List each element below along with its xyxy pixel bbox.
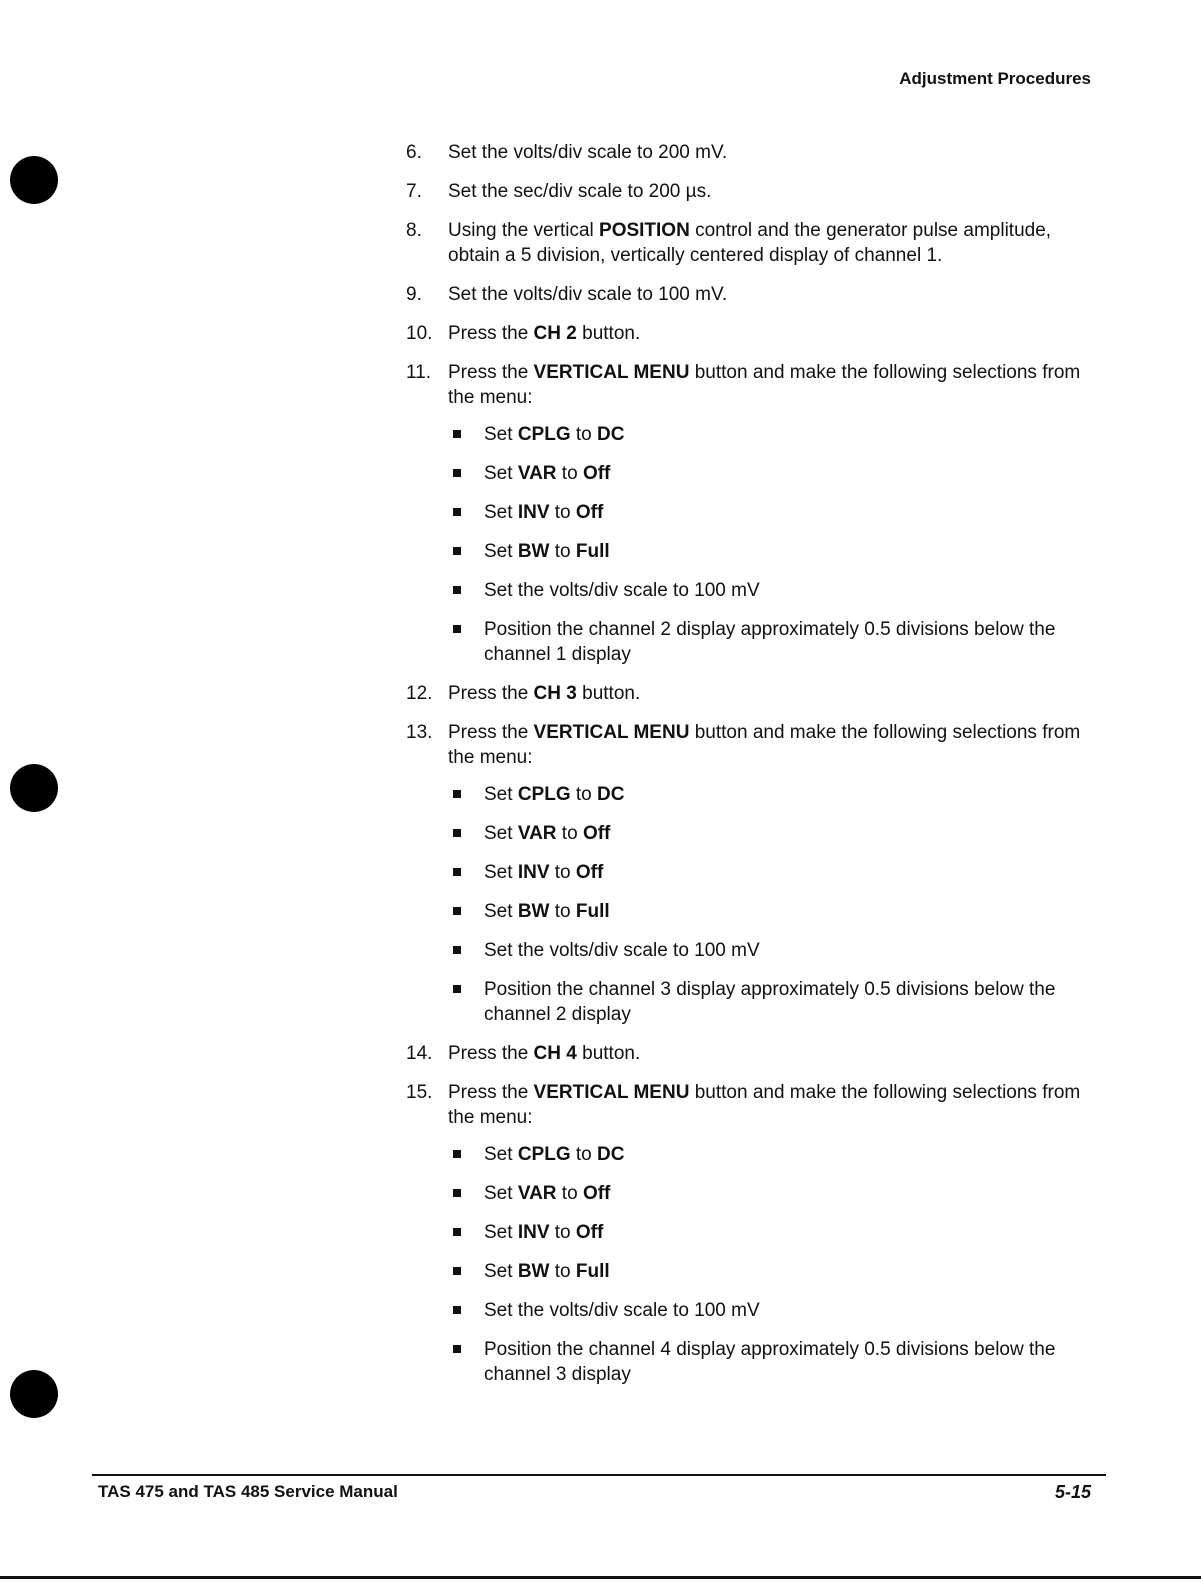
text-run: button and make the following selections from the menu: <box>448 1082 1081 1128</box>
text-run: to <box>570 1144 597 1165</box>
step-item <box>406 321 1096 346</box>
step-item <box>406 1041 1096 1066</box>
text-run: Position the channel 2 display approximately 0.5 divisions below the channel 1 display <box>484 619 1056 665</box>
text-run: Set <box>484 424 518 445</box>
text-run: Press the <box>448 722 534 743</box>
sub-item-text <box>484 578 1096 603</box>
binder-hole-top <box>10 156 58 204</box>
bold-term: INV <box>517 502 550 523</box>
text-run: to <box>570 424 597 445</box>
sub-item-text <box>484 977 1096 1027</box>
text-run: to <box>556 463 583 484</box>
text-run: Press the <box>448 323 534 344</box>
text-run: to <box>549 1222 576 1243</box>
square-bullet-icon <box>448 977 484 1027</box>
square-bullet-icon <box>448 1181 484 1206</box>
sub-item <box>448 899 1096 924</box>
sub-list <box>448 1142 1096 1387</box>
bold-term: VERTICAL MENU <box>533 1082 690 1103</box>
section-header: Adjustment Procedures <box>899 69 1091 88</box>
text-run: Set <box>484 502 518 523</box>
step-item <box>406 218 1096 268</box>
text-run: to <box>549 862 576 883</box>
square-bullet-icon <box>448 938 484 963</box>
sub-item-text <box>484 860 1096 885</box>
text-run: Press the <box>448 1043 534 1064</box>
bold-term: Full <box>575 901 610 922</box>
step-text <box>448 720 1096 770</box>
step-item <box>406 179 1096 204</box>
text-run: Set <box>484 823 518 844</box>
step-number: 11. <box>406 362 432 383</box>
sub-item-text <box>484 1220 1096 1245</box>
sub-item <box>448 422 1096 447</box>
sub-item-text <box>484 461 1096 486</box>
sub-item-text <box>484 899 1096 924</box>
bold-term: INV <box>517 1222 550 1243</box>
square-bullet-icon <box>448 899 484 924</box>
sub-item <box>448 461 1096 486</box>
binder-hole-middle <box>10 764 58 812</box>
bold-term: Off <box>575 502 604 523</box>
text-run: Set the volts/div scale to 100 mV. <box>448 284 728 305</box>
square-bullet-icon <box>448 539 484 564</box>
square-bullet-icon <box>448 782 484 807</box>
bold-term: CPLG <box>517 784 571 805</box>
step-text <box>448 179 1096 204</box>
square-bullet-icon <box>448 821 484 846</box>
text-run: to <box>549 502 576 523</box>
sub-item-text <box>484 1142 1096 1167</box>
step-item <box>406 140 1096 165</box>
step-number: 7. <box>406 181 422 202</box>
text-run: Using the vertical <box>448 220 600 241</box>
square-bullet-icon <box>448 1142 484 1167</box>
square-bullet-icon <box>448 1220 484 1245</box>
bold-term: DC <box>597 1144 625 1165</box>
text-run: to <box>549 1261 576 1282</box>
bottom-edge-rule <box>0 1576 1201 1579</box>
square-bullet-icon <box>448 500 484 525</box>
step-text <box>448 681 1096 706</box>
sub-item-text <box>484 782 1096 807</box>
text-run: Press the <box>448 683 534 704</box>
sub-item <box>448 539 1096 564</box>
step-text <box>448 140 1096 165</box>
sub-item-text <box>484 1298 1096 1323</box>
sub-item <box>448 1337 1096 1387</box>
step-number: 13. <box>406 722 433 743</box>
sub-item <box>448 500 1096 525</box>
text-run: Set <box>484 1222 518 1243</box>
text-run: button. <box>576 323 641 344</box>
text-run: Set <box>484 1144 518 1165</box>
step-number: 12. <box>406 683 433 704</box>
text-run: button and make the following selections from the menu: <box>448 722 1081 768</box>
step-text <box>448 1041 1096 1066</box>
text-run: Set <box>484 901 518 922</box>
sub-item-text <box>484 422 1096 447</box>
bold-term: VERTICAL MENU <box>533 722 690 743</box>
sub-item-text <box>484 617 1096 667</box>
sub-item-text <box>484 500 1096 525</box>
step-text <box>448 1080 1096 1130</box>
square-bullet-icon <box>448 422 484 447</box>
sub-item <box>448 821 1096 846</box>
sub-item-text <box>484 1337 1096 1387</box>
text-run: Set the volts/div scale to 100 mV <box>484 1300 760 1321</box>
bold-term: CPLG <box>517 1144 571 1165</box>
sub-item-text <box>484 539 1096 564</box>
text-run: Set the volts/div scale to 100 mV <box>484 940 760 961</box>
step-item <box>406 360 1096 410</box>
sub-item <box>448 860 1096 885</box>
square-bullet-icon <box>448 461 484 486</box>
bold-term: Off <box>582 463 611 484</box>
binder-hole-bottom <box>10 1370 58 1418</box>
footer-page-number: 5-15 <box>1054 1482 1091 1502</box>
footer-manual-title: TAS 475 and TAS 485 Service Manual <box>98 1482 398 1501</box>
bold-term: Off <box>575 862 604 883</box>
bold-term: CH 2 <box>533 323 577 344</box>
sub-list <box>448 422 1096 667</box>
step-item <box>406 681 1096 706</box>
step-item <box>406 1080 1096 1130</box>
square-bullet-icon <box>448 860 484 885</box>
sub-item <box>448 782 1096 807</box>
bold-term: Full <box>575 1261 610 1282</box>
text-run: Press the <box>448 362 534 383</box>
step-number: 15. <box>406 1082 433 1103</box>
text-run: Set <box>484 1183 518 1204</box>
step-number: 10. <box>406 323 433 344</box>
step-item <box>406 720 1096 770</box>
text-run: button. <box>576 1043 641 1064</box>
step-text <box>448 360 1096 410</box>
procedure-steps <box>406 140 1096 1401</box>
text-run: to <box>556 1183 583 1204</box>
sub-item-text <box>484 938 1096 963</box>
bold-term: Off <box>582 1183 611 1204</box>
bold-term: CH 3 <box>533 683 577 704</box>
sub-item-text <box>484 1259 1096 1284</box>
text-run: to <box>570 784 597 805</box>
step-number: 8. <box>406 220 422 241</box>
text-run: control and the generator pulse amplitude, obtain a 5 division, vertically centered display of channel 1. <box>448 220 1052 266</box>
text-run: Set <box>484 862 518 883</box>
bold-term: VAR <box>517 463 557 484</box>
square-bullet-icon <box>448 1298 484 1323</box>
text-run: Set the volts/div scale to 200 mV. <box>448 142 728 163</box>
text-run: to <box>549 901 576 922</box>
bold-term: CH 4 <box>533 1043 577 1064</box>
bold-term: BW <box>517 541 550 562</box>
step-number: 6. <box>406 142 422 163</box>
bold-term: Full <box>575 541 610 562</box>
text-run: Set <box>484 1261 518 1282</box>
bold-term: Off <box>582 823 611 844</box>
square-bullet-icon <box>448 578 484 603</box>
text-run: Set <box>484 784 518 805</box>
sub-item <box>448 1298 1096 1323</box>
sub-item <box>448 1259 1096 1284</box>
sub-item <box>448 578 1096 603</box>
bold-term: DC <box>597 784 625 805</box>
square-bullet-icon <box>448 617 484 667</box>
bold-term: POSITION <box>599 220 690 241</box>
sub-item <box>448 977 1096 1027</box>
bold-term: VERTICAL MENU <box>533 362 690 383</box>
step-item <box>406 282 1096 307</box>
bold-term: CPLG <box>517 424 571 445</box>
square-bullet-icon <box>448 1337 484 1387</box>
text-run: button and make the following selections from the menu: <box>448 362 1081 408</box>
bold-term: BW <box>517 901 550 922</box>
text-run: Position the channel 4 display approximately 0.5 divisions below the channel 3 display <box>484 1339 1056 1385</box>
square-bullet-icon <box>448 1259 484 1284</box>
bold-term: INV <box>517 862 550 883</box>
text-run: to <box>556 823 583 844</box>
bold-term: DC <box>597 424 625 445</box>
sub-item-text <box>484 821 1096 846</box>
sub-list <box>448 782 1096 1027</box>
step-number: 14. <box>406 1043 433 1064</box>
text-run: Press the <box>448 1082 534 1103</box>
text-run: Set the sec/div scale to 200 µs. <box>448 181 712 202</box>
step-text <box>448 321 1096 346</box>
text-run: button. <box>576 683 641 704</box>
step-number: 9. <box>406 284 422 305</box>
bold-term: BW <box>517 1261 550 1282</box>
sub-item-text <box>484 1181 1096 1206</box>
step-text <box>448 218 1096 268</box>
text-run: Set the volts/div scale to 100 mV <box>484 580 760 601</box>
sub-item <box>448 1220 1096 1245</box>
text-run: Position the channel 3 display approximately 0.5 divisions below the channel 2 display <box>484 979 1056 1025</box>
bold-term: Off <box>575 1222 604 1243</box>
text-run: Set <box>484 463 518 484</box>
bold-term: VAR <box>517 1183 557 1204</box>
sub-item <box>448 938 1096 963</box>
footer-rule <box>92 1474 1106 1476</box>
sub-item <box>448 1181 1096 1206</box>
step-text <box>448 282 1096 307</box>
text-run: Set <box>484 541 518 562</box>
sub-item <box>448 617 1096 667</box>
text-run: to <box>549 541 576 562</box>
sub-item <box>448 1142 1096 1167</box>
bold-term: VAR <box>517 823 557 844</box>
